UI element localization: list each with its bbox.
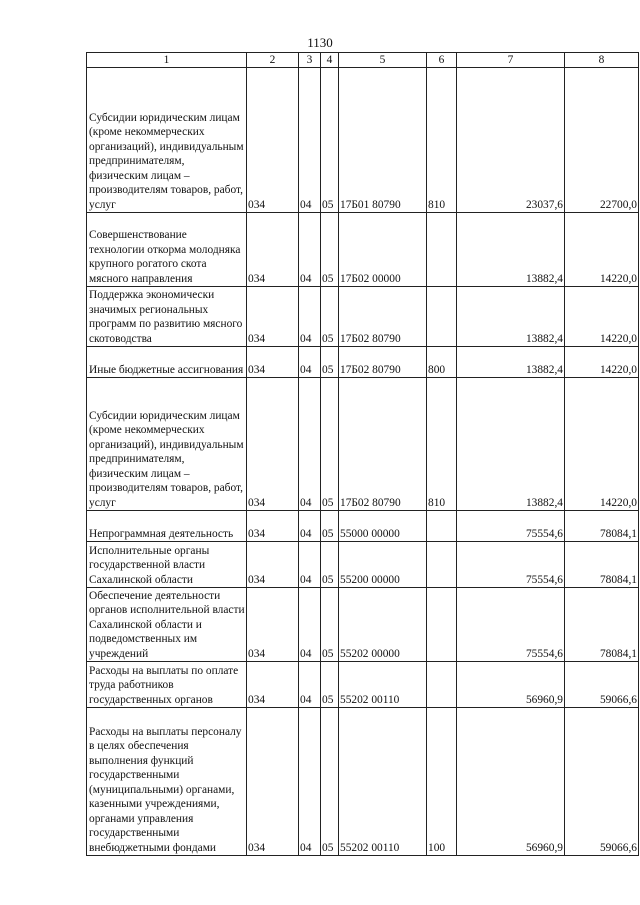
target-article-code: 17Б02 00000: [339, 213, 427, 287]
subsection-code: 05: [321, 662, 339, 708]
column-header: 2: [247, 53, 299, 68]
section-code: 04: [299, 662, 321, 708]
amount-year-2: 78084,1: [565, 588, 639, 662]
amount-year-2: 14220,0: [565, 287, 639, 347]
row-name: Поддержка экономически значимых региональных программ по развитию мясного скотоводства: [87, 287, 247, 347]
subsection-code: 05: [321, 511, 339, 542]
ministry-code: 034: [247, 708, 299, 856]
ministry-code: 034: [247, 347, 299, 378]
amount-year-1: 23037,6: [457, 68, 565, 213]
row-name: Иные бюджетные ассигнования: [87, 347, 247, 378]
amount-year-1: 75554,6: [457, 511, 565, 542]
page-number: 1130: [307, 35, 333, 50]
amount-year-1: 13882,4: [457, 347, 565, 378]
expense-type-code: [427, 213, 457, 287]
row-name: Непрограммная деятельность: [87, 511, 247, 542]
table-row: [87, 511, 639, 542]
amount-year-2: 14220,0: [565, 378, 639, 511]
column-header: 7: [457, 53, 565, 68]
table-row: [87, 708, 639, 856]
table-row: [87, 378, 639, 511]
table-row: [87, 213, 639, 287]
table-row: [87, 347, 639, 378]
amount-year-1: 56960,9: [457, 708, 565, 856]
section-code: 04: [299, 213, 321, 287]
row-name: Совершенствование технологии откорма молодняка крупного рогатого скота мясного направления: [87, 213, 247, 287]
table-row: [87, 68, 639, 213]
amount-year-2: 14220,0: [565, 213, 639, 287]
subsection-code: 05: [321, 708, 339, 856]
amount-year-1: 13882,4: [457, 213, 565, 287]
subsection-code: 05: [321, 378, 339, 511]
section-code: 04: [299, 588, 321, 662]
section-code: 04: [299, 708, 321, 856]
expense-type-code: 810: [427, 68, 457, 213]
ministry-code: 034: [247, 287, 299, 347]
subsection-code: 05: [321, 68, 339, 213]
subsection-code: 05: [321, 213, 339, 287]
ministry-code: 034: [247, 213, 299, 287]
row-name: Обеспечение деятельности органов исполнительной власти Сахалинской области и подведомственных им учреждений: [87, 588, 247, 662]
expense-type-code: 800: [427, 347, 457, 378]
row-name: Субсидии юридическим лицам (кроме некоммерческих организаций), индивидуальным предпринимателям, физическим лицам – производителям товаров, работ, услуг: [87, 68, 247, 213]
amount-year-1: 13882,4: [457, 287, 565, 347]
column-header: 4: [321, 53, 339, 68]
ministry-code: 034: [247, 542, 299, 588]
section-code: 04: [299, 511, 321, 542]
row-name: Исполнительные органы государственной власти Сахалинской области: [87, 542, 247, 588]
amount-year-2: 59066,6: [565, 708, 639, 856]
subsection-code: 05: [321, 588, 339, 662]
table-row: [87, 287, 639, 347]
column-header: 8: [565, 53, 639, 68]
column-header: 3: [299, 53, 321, 68]
target-article-code: 17Б02 80790: [339, 347, 427, 378]
table-row: [87, 588, 639, 662]
column-header: 5: [339, 53, 427, 68]
amount-year-2: 14220,0: [565, 347, 639, 378]
row-name: Расходы на выплаты по оплате труда работников государственных органов: [87, 662, 247, 708]
ministry-code: 034: [247, 662, 299, 708]
target-article-code: 17Б02 80790: [339, 287, 427, 347]
target-article-code: 55200 00000: [339, 542, 427, 588]
expense-type-code: [427, 662, 457, 708]
section-code: 04: [299, 68, 321, 213]
target-article-code: 55202 00000: [339, 588, 427, 662]
amount-year-1: 75554,6: [457, 542, 565, 588]
target-article-code: 55202 00110: [339, 708, 427, 856]
ministry-code: 034: [247, 68, 299, 213]
section-code: 04: [299, 542, 321, 588]
target-article-code: 17Б01 80790: [339, 68, 427, 213]
row-name: Субсидии юридическим лицам (кроме некоммерческих организаций), индивидуальным предпринимателям, физическим лицам – производителям товаров, работ, услуг: [87, 378, 247, 511]
expense-type-code: [427, 588, 457, 662]
target-article-code: 55202 00110: [339, 662, 427, 708]
amount-year-2: 78084,1: [565, 511, 639, 542]
amount-year-1: 75554,6: [457, 588, 565, 662]
row-name: Расходы на выплаты персоналу в целях обеспечения выполнения функций государственными (муниципальными) органами, казенными учреждениями, органами управления государственными внебюджетными фондами: [87, 708, 247, 856]
ministry-code: 034: [247, 378, 299, 511]
section-code: 04: [299, 287, 321, 347]
expense-type-code: 810: [427, 378, 457, 511]
expense-type-code: [427, 287, 457, 347]
amount-year-2: 59066,6: [565, 662, 639, 708]
amount-year-2: 22700,0: [565, 68, 639, 213]
column-header: 6: [427, 53, 457, 68]
table-row: [87, 542, 639, 588]
subsection-code: 05: [321, 287, 339, 347]
table-row: [87, 662, 639, 708]
subsection-code: 05: [321, 542, 339, 588]
target-article-code: 55000 00000: [339, 511, 427, 542]
section-code: 04: [299, 378, 321, 511]
header-row: [87, 53, 639, 68]
section-code: 04: [299, 347, 321, 378]
ministry-code: 034: [247, 511, 299, 542]
amount-year-1: 13882,4: [457, 378, 565, 511]
target-article-code: 17Б02 80790: [339, 378, 427, 511]
amount-year-2: 78084,1: [565, 542, 639, 588]
expense-type-code: [427, 542, 457, 588]
subsection-code: 05: [321, 347, 339, 378]
ministry-code: 034: [247, 588, 299, 662]
expense-type-code: [427, 511, 457, 542]
amount-year-1: 56960,9: [457, 662, 565, 708]
column-header: 1: [87, 53, 247, 68]
expense-type-code: 100: [427, 708, 457, 856]
budget-table: [86, 52, 639, 856]
